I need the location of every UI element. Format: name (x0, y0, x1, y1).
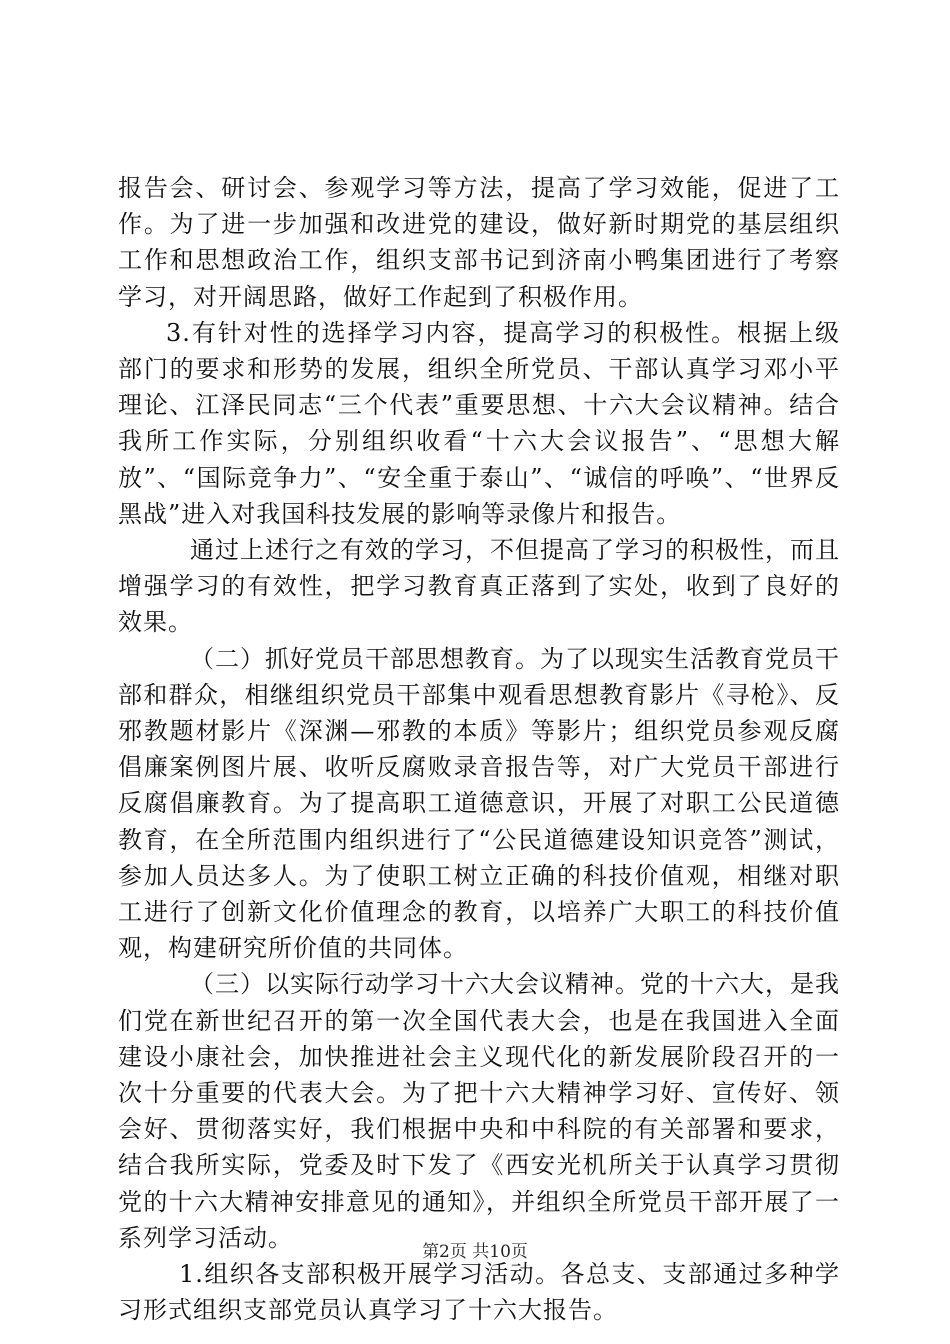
document-body (118, 170, 840, 1329)
paragraph-summary: 通过上述行之有效的学习，不但提高了学习的积极性，而且增强学习的有效性，把学习教育真正落到了实处，收到了良好的效果。 (118, 536, 840, 637)
paragraph-section-2: （二）抓好党员干部思想教育。为了以现实生活教育党员干部和群众，相继组织党员干部集中观看思想教育影片《寻枪》、反邪教题材影片《深渊—邪教的本质》等影片；组织党员参观反腐倡廉案例图片展、收听反腐败录音报告等，对广大党员干部进行反腐倡廉教育。为了提高职工道德意识，开展了对职工公民道德教育，在全所范围内组织进行了“公民道德建设知识竞答”测试，参加人员达多人。为了使职工树立正确的科技价值观，相继对职工进行了创新文化价值理念的教育，以培养广大职工的科技价值观，构建研究所价值的共同体。 (118, 644, 840, 963)
paragraph-continuation: 报告会、研讨会、参观学习等方法，提高了学习效能，促进了工作。为了进一步加强和改进党的建设，做好新时期党的基层组织工作和思想政治工作，组织支部书记到济南小鸭集团进行了考察学习，对开阔思路，做好工作起到了积极作用。 (118, 174, 840, 311)
paragraph-section-3: （三）以实际行动学习十六大会议精神。党的十六大，是我们党在新世纪召开的第一次全国代表大会，也是在我国进入全面建设小康社会，加快推进社会主义现代化的新发展阶段召开的一次十分重要的代表大会。为了把十六大精神学习好、宣传好、领会好、贯彻落实好，我们根据中央和中科院的有关部署和要求，结合我所实际，党委及时下发了《西安光机所关于认真学习贯彻党的十六大精神安排意见的通知》，并组织全所党员干部开展了一系列学习活动。 (118, 970, 840, 1252)
page-number-footer: 第2页 共10页 (422, 1242, 528, 1262)
paragraph-item-3: 3.有针对性的选择学习内容，提高学习的积极性。根据上级部门的要求和形势的发展，组织全所党员、干部认真学习邓小平理论、江泽民同志“三个代表”重要思想、十六大会议精神。结合我所工作实际，分别组织收看“十六大会议报告”、“思想大解放”、“国际竞争力”、“安全重于泰山”、“诚信的呼唤”、“世界反黑战”进入对我国科技发展的影响等录像片和报告。 (118, 318, 840, 528)
paragraph-item-1: 1.组织各支部积极开展学习活动。各总支、支部通过多种学习形式组织支部党员认真学习了十六大报告。 (118, 1260, 840, 1325)
